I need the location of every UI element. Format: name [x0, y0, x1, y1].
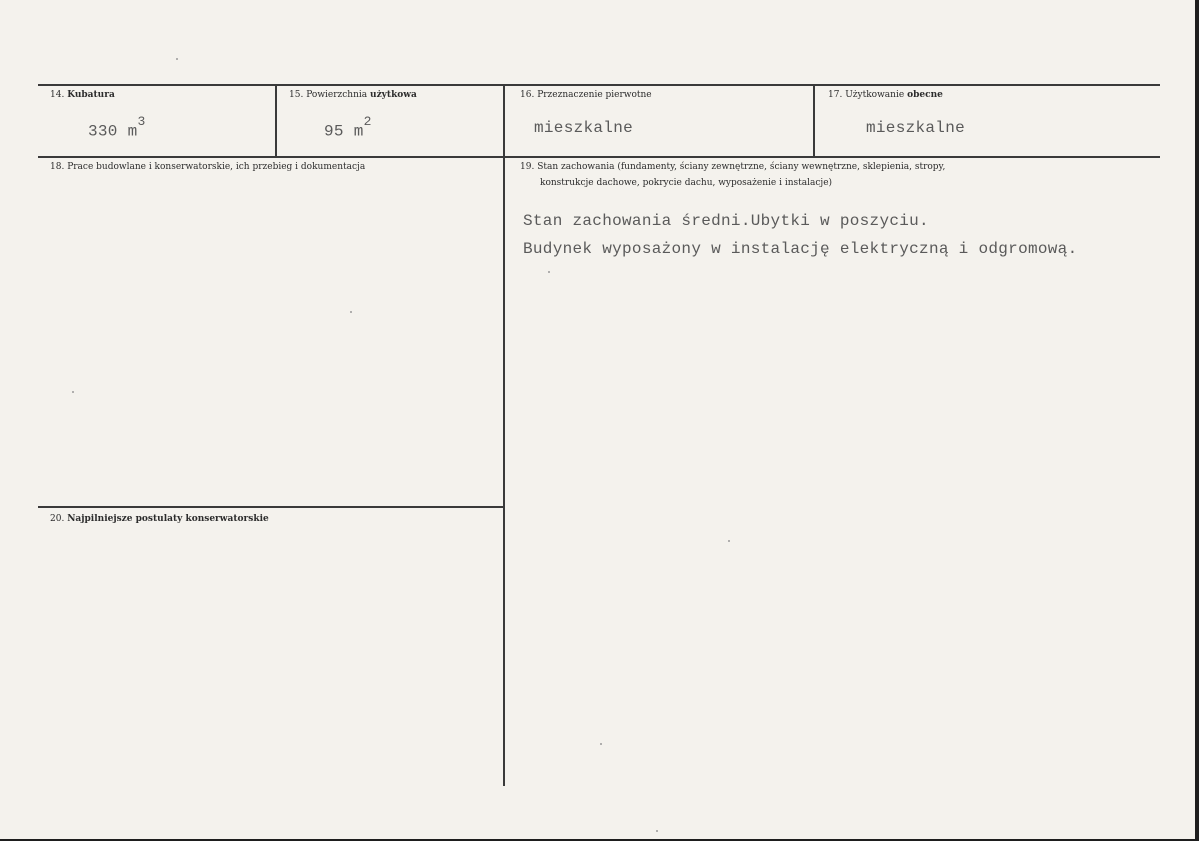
- field-17-value: mieszkalne: [866, 119, 966, 137]
- field-19-label-line1: 19. Stan zachowania (fundamenty, ściany zewnętrzne, ściany wewnętrzne, sklepienia, stropy,: [520, 162, 946, 172]
- paper-speck: [176, 58, 178, 60]
- field-15-value: 95 $m^2$: [324, 114, 372, 141]
- divider-16-17: [813, 84, 815, 156]
- field-14-value: 330 $m^3$: [88, 114, 146, 141]
- paper-speck: [72, 391, 74, 393]
- paper-speck: [350, 311, 352, 313]
- paper-speck: [600, 743, 602, 745]
- middle-row-border: [38, 156, 1160, 158]
- divider-main: [503, 84, 505, 786]
- field-20-label: 20. Najpilniejsze postulaty konserwatorskie: [50, 514, 269, 524]
- field-19-label-line2: konstrukcje dachowe, pokrycie dachu, wyposażenie i instalacje): [540, 178, 833, 188]
- paper-speck: [548, 271, 550, 273]
- top-row-border: [38, 84, 1160, 86]
- paper-speck: [728, 540, 730, 542]
- field-16-label: 16. Przeznaczenie pierwotne: [520, 90, 652, 100]
- field-15-label: 15. Powierzchnia użytkowa: [289, 90, 417, 100]
- left-column-split: [38, 506, 504, 508]
- divider-14-15: [275, 84, 277, 156]
- field-17-label: 17. Użytkowanie obecne: [828, 90, 943, 100]
- field-16-value: mieszkalne: [534, 119, 634, 137]
- field-19-text-line2: Budynek wyposażony w instalację elektryczną i odgromową.: [523, 240, 1078, 258]
- paper-speck: [656, 830, 658, 832]
- field-19-text-line1: Stan zachowania średni.Ubytki w poszyciu.: [523, 212, 929, 230]
- field-18-label: 18. Prace budowlane i konserwatorskie, ich przebieg i dokumentacja: [50, 162, 366, 172]
- field-14-label: 14. Kubatura: [50, 90, 115, 100]
